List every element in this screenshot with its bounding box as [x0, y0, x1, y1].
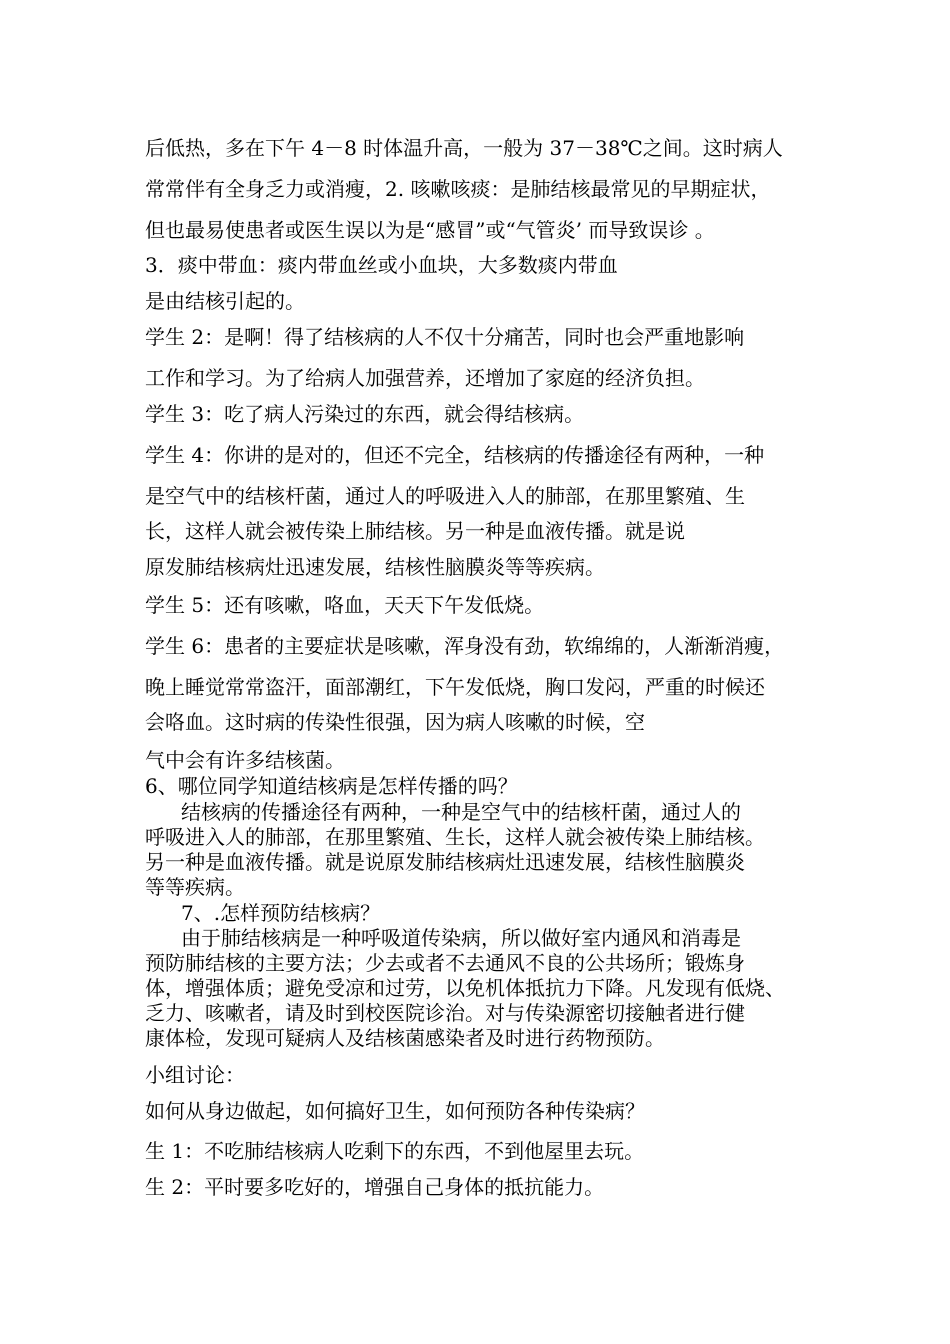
answer-line: 由于肺结核病是一种呼吸道传染病，所以做好室内通风和消毒是	[181, 926, 741, 950]
answer-line: 呼吸进入人的肺部，在那里繁殖、生长，这样人就会被传染上肺结核。	[145, 825, 765, 849]
dialogue-line: 学生 5：还有咳嗽，咯血，天天下午发低烧。	[145, 593, 545, 617]
dialogue-line: 学生 6：患者的主要症状是咳嗽，浑身没有劲，软绵绵的，人渐渐消瘦，	[145, 634, 785, 658]
text-line: 后低热，多在下午 4－8 时体温升高，一般为 37－38℃之间。这时病人	[145, 136, 783, 160]
dialogue-line: 原发肺结核病灶迅速发展，结核性脑膜炎等等疾病。	[145, 555, 605, 579]
answer-line: 乏力、咳嗽者，请及时到校医院诊治。对与传染源密切接触者进行健	[145, 1001, 745, 1025]
discussion-answer: 生 2：平时要多吃好的，增强自己身体的抵抗能力。	[145, 1175, 605, 1199]
dialogue-line: 学生 2：是啊！得了结核病的人不仅十分痛苦，同时也会严重地影响	[145, 325, 745, 349]
dialogue-line: 是空气中的结核杆菌，通过人的呼吸进入人的肺部，在那里繁殖、生	[145, 484, 745, 508]
answer-line: 另一种是血液传播。就是说原发肺结核病灶迅速发展，结核性脑膜炎	[145, 850, 745, 874]
dialogue-line: 长，这样人就会被传染上肺结核。另一种是血液传播。就是说	[145, 519, 685, 543]
text-line: 3．痰中带血：痰内带血丝或小血块，大多数痰内带血	[145, 253, 618, 277]
question-heading: 6、哪位同学知道结核病是怎样传播的吗？	[145, 774, 518, 798]
dialogue-line: 学生 3：吃了病人污染过的东西，就会得结核病。	[145, 402, 585, 426]
dialogue-line: 工作和学习。为了给病人加强营养，还增加了家庭的经济负担。	[145, 366, 705, 390]
dialogue-line: 会咯血。这时病的传染性很强，因为病人咳嗽的时候，空	[145, 710, 645, 734]
dialogue-line: 气中会有许多结核菌。	[145, 748, 345, 772]
question-heading: 7、.怎样预防结核病？	[181, 901, 381, 925]
answer-line: 康体检，发现可疑病人及结核菌感染者及时进行药物预防。	[145, 1026, 665, 1050]
text-line: 是由结核引起的。	[145, 289, 305, 313]
dialogue-line: 学生 4：你讲的是对的，但还不完全，结核病的传播途径有两种，一种	[145, 443, 765, 467]
section-heading: 小组讨论：	[145, 1063, 245, 1087]
discussion-answer: 生 1：不吃肺结核病人吃剩下的东西，不到他屋里去玩。	[145, 1139, 645, 1163]
text-line: 但也最易使患者或医生误以为是“感冒”或“气管炎’ 而导致误诊 。	[145, 218, 715, 242]
text-line: 常常伴有全身乏力或消瘦，2. 咳嗽咳痰：是肺结核最常见的早期症状，	[145, 177, 771, 201]
answer-line: 结核病的传播途径有两种，一种是空气中的结核杆菌，通过人的	[181, 800, 741, 824]
dialogue-line: 晚上睡觉常常盗汗，面部潮红，下午发低烧，胸口发闷，严重的时候还	[145, 675, 765, 699]
answer-line: 等等疾病。	[145, 875, 245, 899]
discussion-question: 如何从身边做起，如何搞好卫生，如何预防各种传染病？	[145, 1099, 645, 1123]
answer-line: 体，增强体质；避免受凉和过劳，以免机体抵抗力下降。凡发现有低烧、	[145, 976, 785, 1000]
answer-line: 预防肺结核的主要方法；少去或者不去通风不良的公共场所；锻炼身	[145, 951, 745, 975]
